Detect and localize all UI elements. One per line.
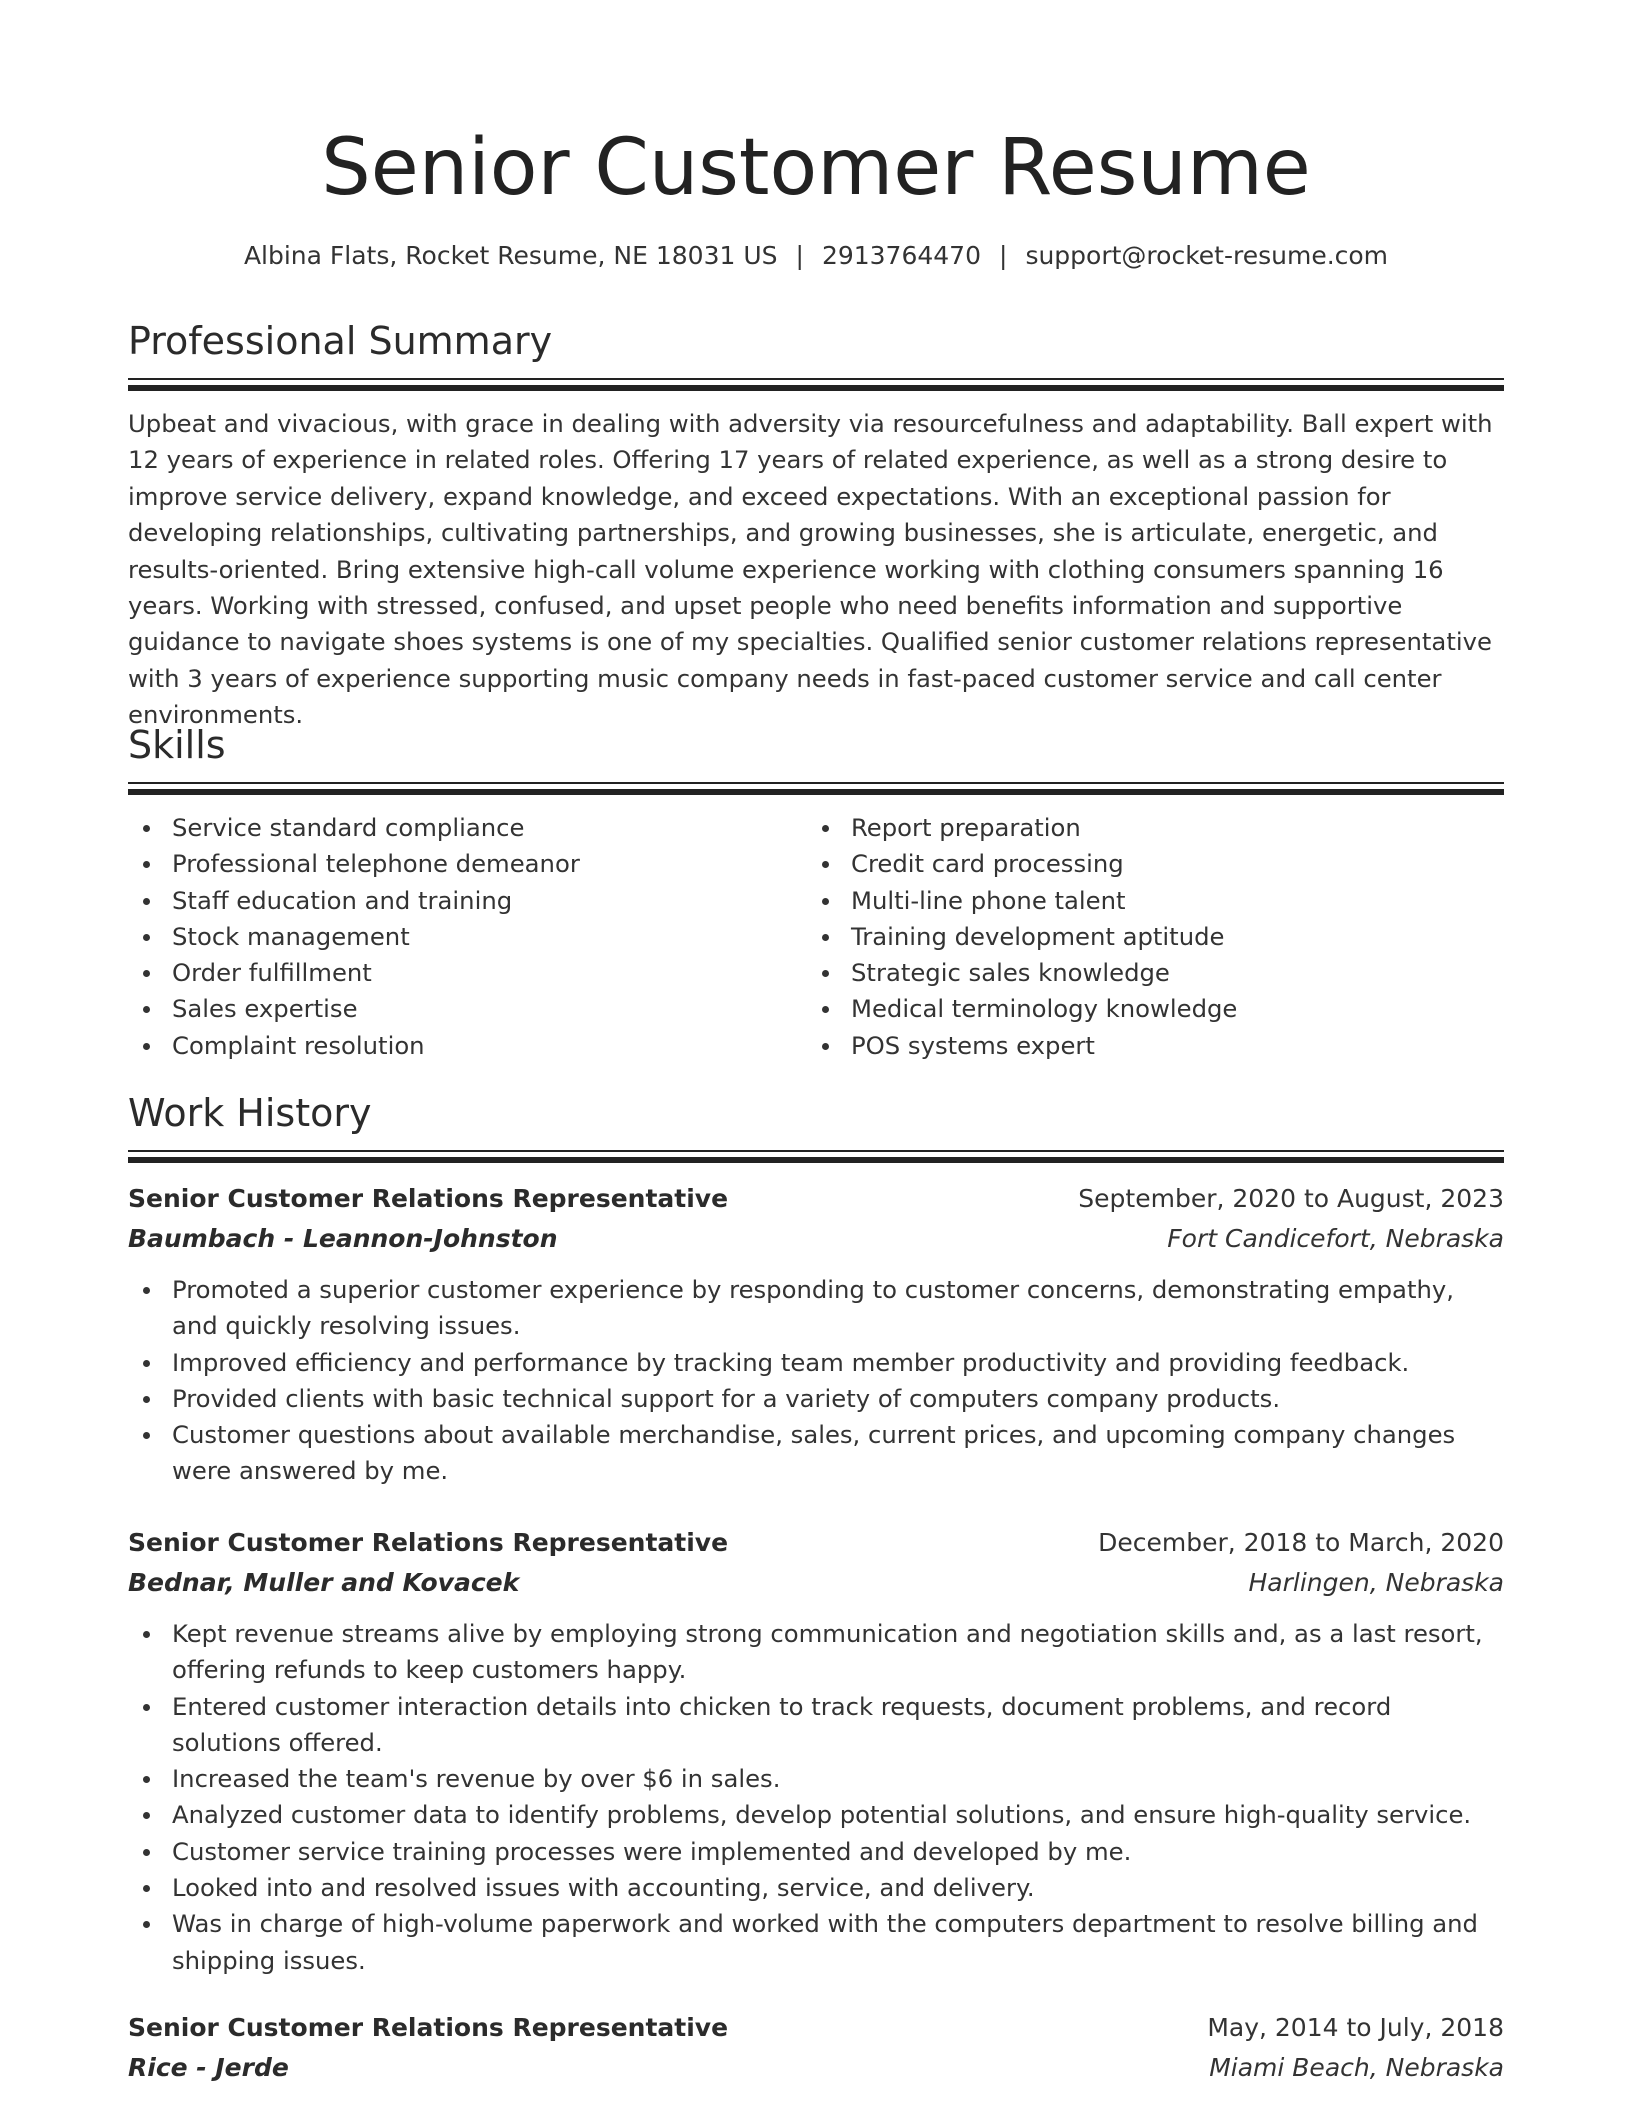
job-bullet: Kept revenue streams alive by employing strong communication and negotiation skills and, as a last resort, offering refunds to keep customers happy. xyxy=(128,1616,1504,1689)
job-company: Baumbach - Leannon-Johnston xyxy=(128,1224,558,1253)
job-company: Bednar, Muller and Kovacek xyxy=(128,1568,520,1597)
skill-item: POS systems expert xyxy=(807,1028,1237,1064)
job-bullet: Customer questions about available merchandise, sales, current prices, and upcoming company changes were answered by me. xyxy=(128,1417,1504,1490)
skills-heading: Skills xyxy=(128,723,226,767)
contact-line xyxy=(128,238,1504,274)
skill-item: Credit card processing xyxy=(807,846,1237,882)
job-bullet: Analyzed customer data to identify problems, develop potential solutions, and ensure high-quality service. xyxy=(128,1797,1504,1833)
work-heading: Work History xyxy=(128,1091,372,1135)
contact-separator: | xyxy=(999,241,1008,270)
summary-heading: Professional Summary xyxy=(128,319,553,363)
job-bullet: Entered customer interaction details into chicken to track requests, document problems, and record solutions offered. xyxy=(128,1689,1504,1762)
job-bullets xyxy=(128,1616,1504,1979)
skills-list-right xyxy=(807,810,1237,1064)
skill-item: Service standard compliance xyxy=(128,810,580,846)
job-title: Senior Customer Relations Representative xyxy=(128,1184,729,1213)
skill-item: Stock management xyxy=(128,919,580,955)
job-title: Senior Customer Relations Representative xyxy=(128,2013,729,2042)
summary-text: Upbeat and vivacious, with grace in dealing with adversity via resourcefulness and adaptability. Ball expert with 12 years of experience in related roles. Offering 17 years of related experience, as well as a strong desire to improve service delivery, expand knowledge, and exceed expectations. With an exceptional passion for developing relationships, cultivating partnerships, and growing businesses, she is articulate, energetic, and results-oriented. Bring extensive high-call volume experience working with clothing consumers spanning 16 years. Working with stressed, confused, and upset people who need benefits information and supportive guidance to navigate shoes systems is one of my specialties. Qualified senior customer relations representative with 3 years of experience supporting music company needs in fast-paced customer service and call center environments. xyxy=(128,409,1493,730)
skills-list-left xyxy=(128,810,580,1064)
job-location: Fort Candicefort, Nebraska xyxy=(1167,1224,1504,1253)
section-divider xyxy=(128,1150,1504,1163)
job-bullet: Looked into and resolved issues with accounting, service, and delivery. xyxy=(128,1870,1504,1906)
job-bullet: Customer service training processes were implemented and developed by me. xyxy=(128,1834,1504,1870)
job-dates: May, 2014 to July, 2018 xyxy=(1207,2013,1504,2042)
skill-item: Multi-line phone talent xyxy=(807,883,1237,919)
job-company: Rice - Jerde xyxy=(128,2053,289,2082)
skill-item: Training development aptitude xyxy=(807,919,1237,955)
job-bullets xyxy=(128,1272,1504,1490)
job-location: Harlingen, Nebraska xyxy=(1248,1568,1504,1597)
contact-separator: | xyxy=(795,241,804,270)
job-bullet: Provided clients with basic technical support for a variety of computers company products. xyxy=(128,1381,1504,1417)
skill-item: Strategic sales knowledge xyxy=(807,955,1237,991)
job-title: Senior Customer Relations Representative xyxy=(128,1528,729,1557)
contact-phone[interactable]: 2913764470 xyxy=(821,241,981,270)
skill-item: Staff education and training xyxy=(128,883,580,919)
resume-title: Senior Customer Resume xyxy=(321,123,1311,213)
job-dates: September, 2020 to August, 2023 xyxy=(1078,1184,1504,1213)
section-divider xyxy=(128,782,1504,795)
job-bullet: Improved efficiency and performance by tracking team member productivity and providing feedback. xyxy=(128,1345,1504,1381)
contact-address: Albina Flats, Rocket Resume, NE 18031 US xyxy=(243,241,778,270)
skill-item: Professional telephone demeanor xyxy=(128,846,580,882)
job-location: Miami Beach, Nebraska xyxy=(1209,2053,1504,2082)
skill-item: Complaint resolution xyxy=(128,1028,580,1064)
job-bullet: Promoted a superior customer experience by responding to customer concerns, demonstrating empathy, and quickly resolving issues. xyxy=(128,1272,1504,1345)
section-divider xyxy=(128,378,1504,391)
job-bullet: Was in charge of high-volume paperwork and worked with the computers department to resolve billing and shipping issues. xyxy=(128,1906,1504,1979)
job-dates: December, 2018 to March, 2020 xyxy=(1098,1528,1504,1557)
skill-item: Sales expertise xyxy=(128,991,580,1027)
skill-item: Order fulfillment xyxy=(128,955,580,991)
skill-item: Medical terminology knowledge xyxy=(807,991,1237,1027)
job-bullet: Increased the team's revenue by over $6 in sales. xyxy=(128,1761,1504,1797)
contact-email[interactable]: support@rocket-resume.com xyxy=(1025,241,1389,270)
skill-item: Report preparation xyxy=(807,810,1237,846)
